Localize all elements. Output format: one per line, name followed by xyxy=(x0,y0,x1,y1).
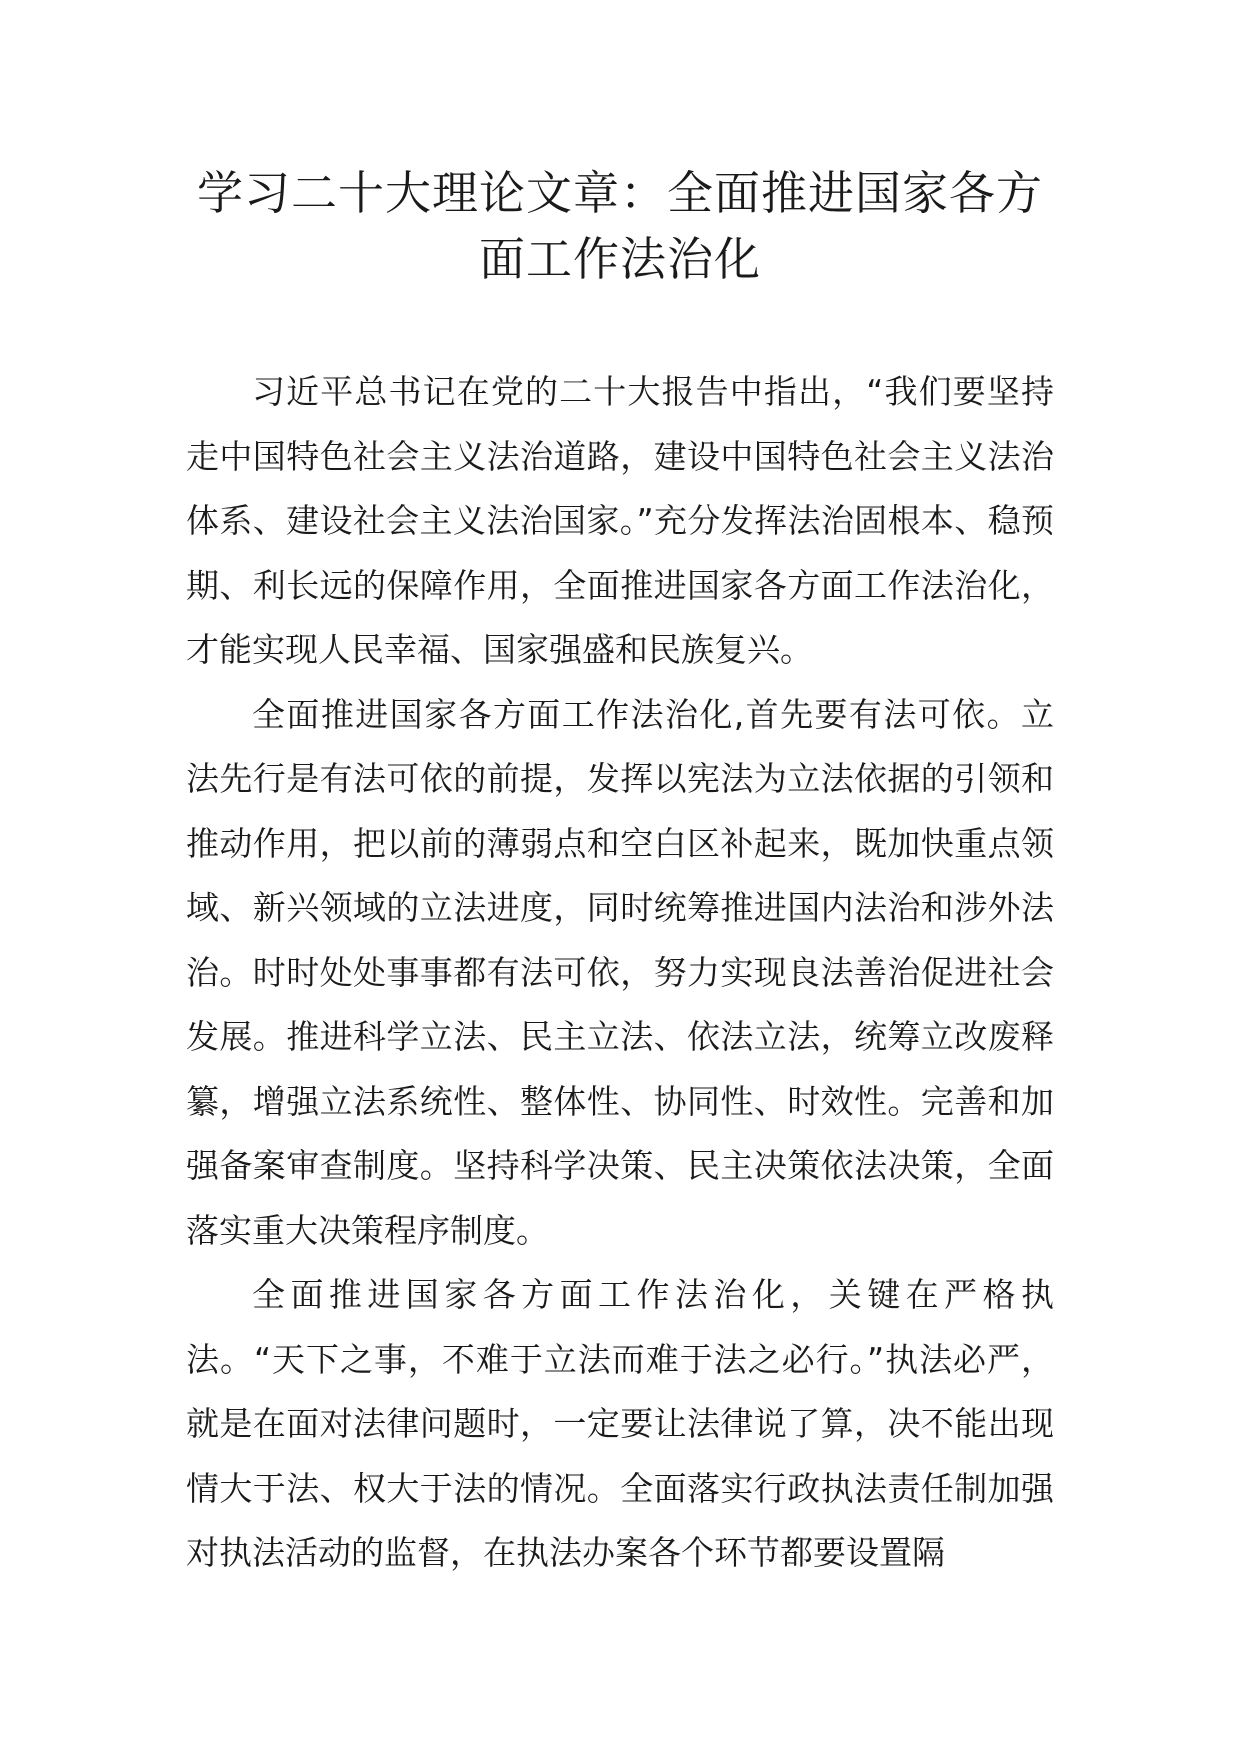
document-title: 学习二十大理论文章：全面推进国家各方面工作法治化 xyxy=(197,166,1043,286)
paragraph-2: 全面推进国家各方面工作法治化,首先要有法可依。立法先行是有法可依的前提，发挥以宪法为立法依据的引领和推动作用，把以前的薄弱点和空白区补起来，既加快重点领域、新兴领域的立法进度，同时统筹推进国内法治和涉外法治。时时处处事事都有法可依，努力实现良法善治促进社会发展。推进科学立法、民主立法、依法立法，统筹立改废释纂，增强立法系统性、整体性、协同性、时效性。完善和加强备案审查制度。坚持科学决策、民主决策依法决策，全面落实重大决策程序制度。 xyxy=(186,694,1054,1250)
paragraph-3: 全面推进国家各方面工作法治化，关键在严格执法。“天下之事，不难于立法而难于法之必行。”执法必严，就是在面对法律问题时，一定要让法律说了算，决不能出现情大于法、权大于法的情况。全面落实行政执法责任制加强对执法活动的监督，在执法办案各个环节都要设置隔 xyxy=(186,1275,1054,1572)
document-body xyxy=(186,360,1054,1586)
paragraph-1: 习近平总书记在党的二十大报告中指出，“我们要坚持走中国特色社会主义法治道路，建设中国特色社会主义法治体系、建设社会主义法治国家。”充分发挥法治固根本、稳预期、利长远的保障作用，全面推进国家各方面工作法治化，才能实现人民幸福、国家强盛和民族复兴。 xyxy=(186,372,1054,669)
